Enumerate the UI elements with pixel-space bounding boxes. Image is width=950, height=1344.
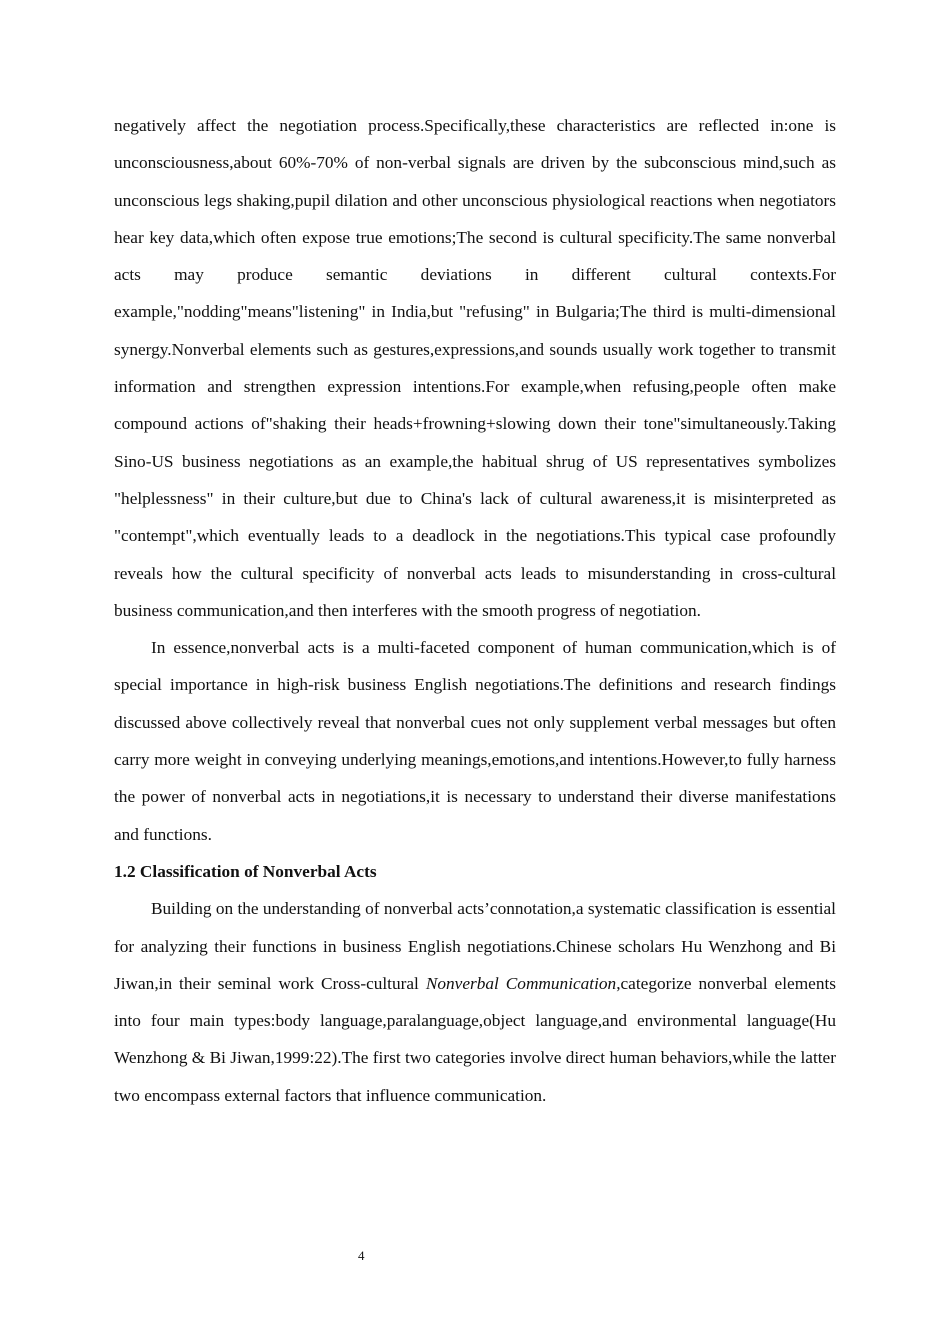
paragraph-essence-summary: In essence,nonverbal acts is a multi-faceted component of human communication,which is of special importance in high-risk business English negotiations.The definitions and research findings discussed above collectively reveal that nonverbal cues not only supplement verbal messages but often carry more weight in conveying underlying meanings,emotions,and intentions.However,to fully harness the power of nonverbal acts in negotiations,it is necessary to understand their diverse manifestations and functions.: [114, 638, 836, 844]
paragraph-classification-text-end: ,categorize nonverbal elements into four main types:body language,paralanguage,object language,and environmental language(Hu Wenzhong & Bi Jiwan,1999:22).The first two categories involve direct human behaviors,while the latter two encompass external factors that influence communication.: [114, 973, 836, 1105]
paragraph-classification-text-start: Building on the understanding of nonverbal acts’connotation,a systematic classification is essential for analyzing their functions in business English negotiations.Chinese scholars Hu Wenzhong and Bi Jiwan,in their seminal work Cross-cultural: [114, 899, 836, 993]
document-body: [114, 107, 836, 1114]
book-title-italic: Nonverbal Communication: [425, 973, 617, 993]
paragraph-classification: [114, 890, 836, 1114]
page-number: 4: [358, 1248, 365, 1263]
paragraph-nonverbal-characteristics: negatively affect the negotiation process.Specifically,these characteristics are reflected in:one is unconsciousness,about 60%-70% of non-verbal signals are driven by the subconscious mind,such as unconscious legs shaking,pupil dilation and other unconscious physiological reactions when negotiators hear key data,which often expose true emotions;The second is cultural specificity.The same nonverbal acts may produce semantic deviations in different cultural contexts.For example,"nodding"means"listening" in India,but "refusing" in Bulgaria;The third is multi-dimensional synergy.Nonverbal elements such as gestures,expressions,and sounds usually work together to transmit information and strengthen expression intentions.For example,when refusing,people often make compound actions of"shaking their heads+frowning+slowing down their tone"simultaneously.Taking Sino-US business negotiations as an example,the habitual shrug of US representatives symbolizes "helplessness" in their culture,but due to China's lack of cultural awareness,it is misinterpreted as "contempt",which eventually leads to a deadlock in the negotiations.This typical case profoundly reveals how the cultural specificity of nonverbal acts leads to misunderstanding in cross-cultural business communication,and then interferes with the smooth progress of negotiation.: [114, 116, 836, 620]
section-heading: 1.2 Classification of Nonverbal Acts: [114, 861, 377, 881]
